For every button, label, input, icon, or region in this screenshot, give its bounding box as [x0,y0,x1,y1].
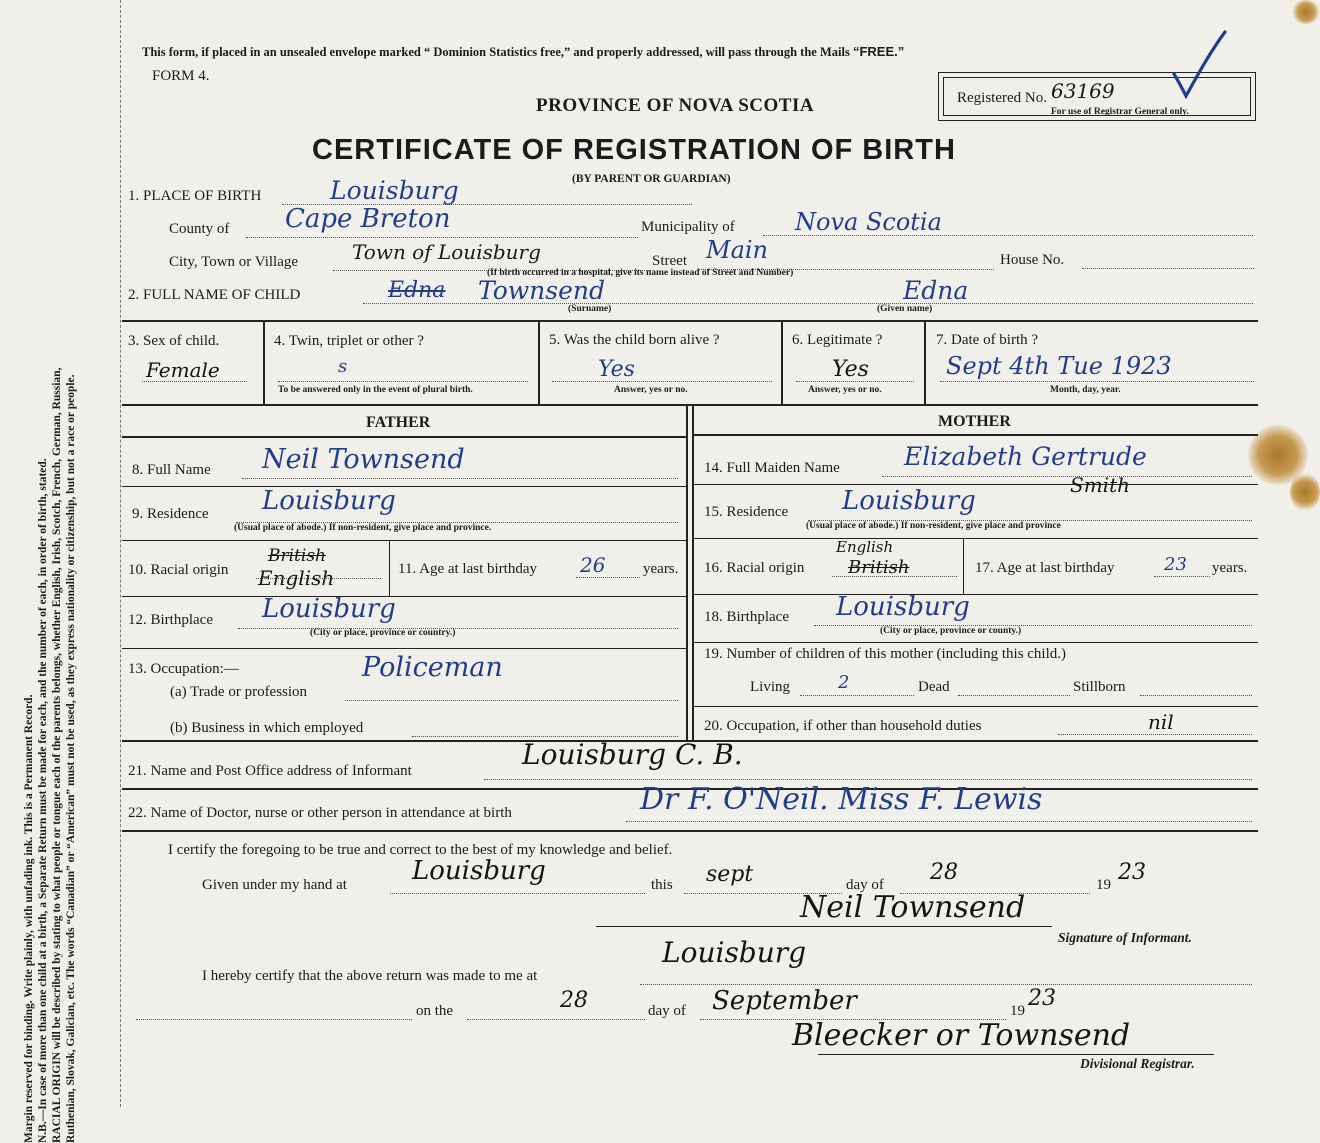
certify-day-label: day of [846,877,884,893]
county-value: Cape Breton [285,204,451,234]
margin-note-4: Ruthenian, Slovak, Galician, etc. The words “Canadian” or “American” must not be used, as they express nationality or citizenship, but not a race or people. [65,374,77,1143]
mother-race-struck: British [848,557,910,578]
certify-year-prefix: 19 [1096,877,1111,893]
rule [122,320,1258,322]
margin-note-2: N.B.—In case of more than one child at a birth, a Separate Return must be made for each, and the number of each, in order of birth, stated. [37,458,49,1143]
registrar-statement: I hereby certify that the above return was made to me at [202,968,538,984]
father-name-value: Neil Townsend [262,444,465,475]
rule [122,540,686,541]
certify-statement: I certify the foregoing to be true and correct to the best of my knowledge and belief. [168,842,673,858]
rule [963,538,964,594]
checkmark-icon [1170,28,1230,100]
born-alive-line [552,381,772,382]
certificate-title: CERTIFICATE OF REGISTRATION OF BIRTH [312,134,956,166]
father-race-struck: British [268,546,326,566]
mother-occupation-label: 20. Occupation, if other than household duties [704,718,982,734]
certificate-subtitle: (BY PARENT OR GUARDIAN) [572,173,731,185]
form-number: FORM 4. [152,68,210,84]
mother-heading: MOTHER [938,413,1011,430]
registrar-caption: Divisional Registrar. [1080,1056,1195,1071]
born-alive-label: 5. Was the child born alive ? [549,332,720,348]
father-race-value: English [258,566,335,590]
father-business-line [412,736,678,737]
father-residence-note: (Usual place of abode.) If non-resident, give place and province. [234,523,492,533]
registrar-signature-line [818,1054,1214,1055]
rule [694,642,1258,643]
child-surname-value: Townsend [478,276,606,305]
mail-notice-free: “FREE.” [852,44,905,59]
father-birthplace-label: 12. Birthplace [128,612,213,628]
mail-notice [142,44,904,60]
father-age-value: 26 [580,553,606,577]
father-trade-value: Policeman [362,652,503,683]
registrar-place-value: Louisburg [662,936,807,969]
father-age-label: 11. Age at last birthday [398,561,537,577]
certify-month-value: sept [706,862,754,887]
informant-label: 21. Name and Post Office address of Informant [128,763,412,779]
rule [692,406,694,740]
mother-age-line [1154,576,1210,577]
binding-margin-line [120,0,123,1107]
mother-occupation-value: nil [1148,710,1174,734]
rule [122,436,686,438]
city-value: Town of Louisburg [352,240,541,264]
date-of-birth-note: Month, day, year. [1050,385,1121,395]
twin-note: To be answered only in the event of plural birth. [278,385,473,395]
registrar-place-line [640,984,1252,985]
hospital-note: (If birth occurred in a hospital, give its name instead of Street and Number) [487,268,794,278]
province-heading: PROVINCE OF NOVA SCOTIA [536,95,815,116]
informant-line [484,779,1252,780]
rule [694,706,1258,707]
father-birthplace-value: Louisburg [262,594,396,624]
given-under-label: Given under my hand at [202,877,347,893]
mother-race-value: English [836,538,894,556]
surname-caption: (Surname) [568,304,612,314]
given-place-value: Louisburg [412,856,546,886]
date-of-birth-value: Sept 4th Tue 1923 [946,352,1172,380]
street-value: Main [706,236,769,264]
city-label: City, Town or Village [169,254,299,270]
registered-number: 63169 [1051,79,1115,103]
rule [686,406,688,740]
father-age-line [576,577,640,578]
doctor-line [626,821,1252,822]
doctor-label: 22. Name of Doctor, nurse or other person in attendance at birth [128,805,512,821]
registered-label: Registered No. [957,90,1047,106]
father-business-label: (b) Business in which employed [170,720,364,736]
certify-year-value: 23 [1118,860,1146,885]
rule [122,486,686,487]
legitimate-note: Answer, yes or no. [808,385,882,395]
registrar-day-line [467,1019,645,1020]
paper-stain [1292,0,1320,24]
signature-line [596,926,1052,927]
father-occupation-label: 13. Occupation:— [128,661,239,677]
born-alive-value: Yes [598,357,635,382]
doctor-value: Dr F. O'Neil. Miss F. Lewis [640,782,1043,817]
registrar-day-of-label: day of [648,1003,686,1019]
house-no-line [1082,268,1254,269]
father-heading: FATHER [366,414,431,431]
mother-residence-value: Louisburg [842,486,976,516]
mother-children-label: 19. Number of children of this mother (including this child.) [704,646,1067,662]
signature-caption: Signature of Informant. [1058,930,1192,945]
registrar-day-value: 28 [560,988,588,1013]
mother-birthplace-value: Louisburg [836,592,970,622]
mother-name-value: Elizabeth Gertrude [904,442,1147,471]
legitimate-label: 6. Legitimate ? [792,332,883,348]
registrar-year-value: 23 [1028,986,1056,1011]
living-label: Living [750,679,790,695]
mother-residence-label: 15. Residence [704,504,789,520]
on-the-label: on the [416,1003,454,1019]
dead-label: Dead [918,679,950,695]
rule [694,434,1258,436]
binding-margin-notes [22,3,78,1143]
rule [694,538,1258,539]
date-of-birth-line [940,381,1254,382]
date-of-birth-label: 7. Date of birth ? [936,332,1039,348]
rule [538,322,540,404]
given-name-caption: (Given name) [877,304,933,314]
mother-name-label: 14. Full Maiden Name [704,460,840,476]
father-name-label: 8. Full Name [132,462,211,478]
mother-birthplace-note: (City or place, province or county.) [880,626,1022,636]
father-name-line [242,478,678,479]
rule [924,322,926,404]
child-name-struck: Edna [388,278,446,303]
rule [122,830,1258,832]
certify-day-value: 28 [930,860,958,885]
paper-stain [1290,472,1320,512]
mother-residence-note: (Usual place of abode.) If non-resident, give place and province [806,521,1061,531]
municipality-label: Municipality of [641,219,735,235]
sex-value: Female [146,358,220,382]
mother-occupation-line [1058,734,1252,735]
father-trade-label: (a) Trade or profession [170,684,308,700]
sex-label: 3. Sex of child. [128,333,220,349]
mother-age-value: 23 [1164,554,1187,575]
rule [389,540,390,596]
mother-surname-value: Smith [1070,473,1130,497]
rule [694,484,1258,485]
mail-notice-text: This form, if placed in an unsealed envelope marked “ Dominion Statistics free,” and properly addressed, will pass through the Mails [142,45,853,59]
registrar-use-note: For use of Registrar General only. [1051,107,1189,117]
mother-name-line [882,476,1252,477]
rule [122,404,1258,406]
rule [694,594,1258,595]
mother-race-label: 16. Racial origin [704,560,805,576]
margin-note-1: Margin reserved for binding. Write plainly, with unfading ink. This is a Permanent Record. [23,694,35,1143]
legitimate-value: Yes [832,357,869,382]
county-line [246,237,638,238]
margin-note-3: RACIAL ORIGIN will be described by stating to what people or tongue each of the parents belongs, whether English, Irish, Scotch, French, German, Russian, [51,367,63,1143]
dead-line [958,695,1070,696]
father-residence-value: Louisburg [262,486,396,516]
father-birthplace-line [238,628,678,629]
twin-value: s [338,356,348,377]
father-birthplace-note: (City or place, province or country.) [310,628,456,638]
place-of-birth-value: Louisburg [330,176,459,205]
registrar-signature: Bleecker or Townsend [792,1018,1131,1053]
place-of-birth-label: 1. PLACE OF BIRTH [128,188,262,204]
informant-signature: Neil Townsend [800,890,1026,925]
street-label: Street [652,253,687,269]
father-trade-line [345,700,678,701]
living-line [800,695,914,696]
twin-label: 4. Twin, triplet or other ? [274,333,424,349]
born-alive-note: Answer, yes or no. [614,385,688,395]
this-label: this [651,877,673,893]
stillborn-label: Stillborn [1073,679,1126,695]
father-race-label: 10. Racial origin [128,562,229,578]
mother-age-label: 17. Age at last birthday [975,560,1115,576]
rule [122,596,686,597]
living-value: 2 [838,672,850,693]
mother-birthplace-label: 18. Birthplace [704,609,789,625]
father-residence-label: 9. Residence [132,506,209,522]
county-label: County of [169,221,230,237]
father-years-label: years. [643,561,679,577]
registrar-lead-line [136,1019,412,1020]
stillborn-line [1140,695,1252,696]
registrar-year-prefix: 19 [1010,1003,1025,1019]
house-no-label: House No. [1000,252,1065,268]
rule [263,322,265,404]
informant-value: Louisburg C. B. [522,738,743,771]
rule [122,648,686,649]
given-place-line [390,893,645,894]
municipality-value: Nova Scotia [795,208,942,236]
mother-years-label: years. [1212,560,1248,576]
twin-line [278,381,528,382]
rule [781,322,783,404]
child-given-name-value: Edna [903,276,969,305]
registrar-month-value: September [712,986,857,1016]
child-name-label: 2. FULL NAME OF CHILD [128,287,301,303]
